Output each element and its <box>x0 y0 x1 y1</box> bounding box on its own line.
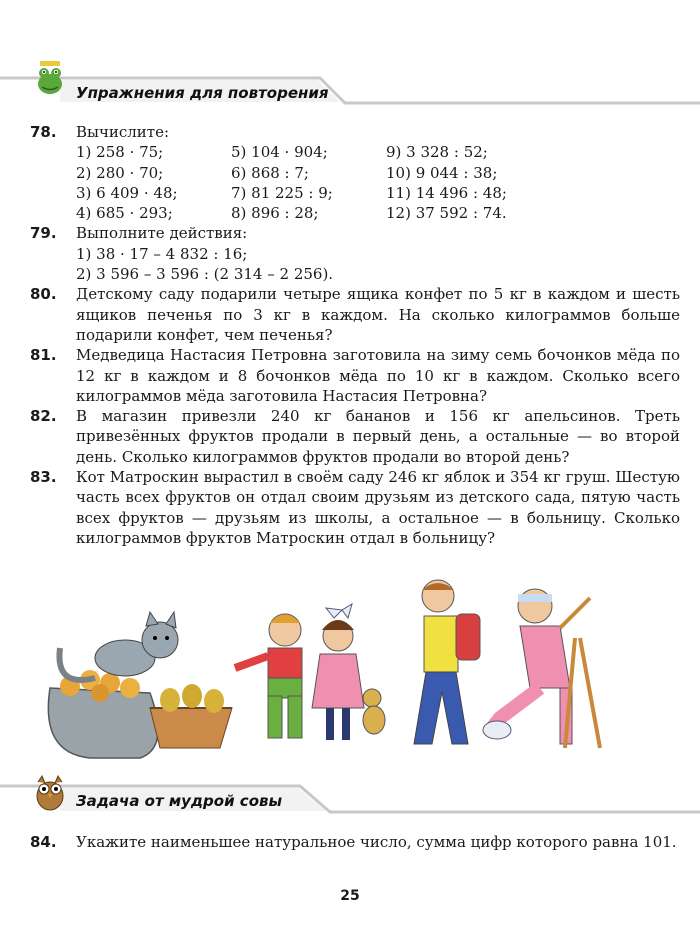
exercise-80 <box>30 284 680 345</box>
exercise-text: В магазин привезли 240 кг бананов и 156 кг апельсинов. Треть привезённых фруктов продали в первый день, а остальные — во второй день. Сколько килограммов фруктов продали во второй день? <box>76 407 680 466</box>
illustration <box>0 568 700 768</box>
exercise-84 <box>30 832 680 852</box>
exercise-81 <box>30 345 680 406</box>
owl-section-header <box>0 776 700 816</box>
calc-item: 1) 38 · 17 – 4 832 : 16; <box>76 244 248 263</box>
calc-item: 2) 280 · 70; <box>76 163 164 182</box>
exercise-number: 84. <box>30 833 57 851</box>
calc-item: 2) 3 596 – 3 596 : (2 314 – 2 256). <box>76 265 334 284</box>
exercise-82 <box>30 406 680 467</box>
calc-item: 8) 896 : 28; <box>231 204 319 223</box>
exercise-number: 80. <box>30 285 57 304</box>
exercise-number: 81. <box>30 346 57 365</box>
calc-item: 7) 81 225 : 9; <box>231 183 333 202</box>
pear-basket <box>150 684 232 748</box>
calc-item: 12) 37 592 : 74. <box>386 204 507 223</box>
girl-pink-dress <box>312 604 364 740</box>
teddy-bear <box>363 689 385 734</box>
exercise-83 <box>30 467 680 548</box>
apple-sack <box>48 670 158 758</box>
boy-green-overalls <box>235 614 302 738</box>
exercise-text: Кот Матроскин вырастил в своём саду 246 кг яблок и 354 кг груш. Шестую часть всех фруктов он отдал своим друзьям из детского сада, пятую часть всех фруктов — друзьям из школы, а остальное — в больницу. Сколько килограммов фруктов Матроскин отдал в больницу? <box>76 468 680 547</box>
owl-section-title: Задача от мудрой совы <box>76 792 283 810</box>
cat <box>59 612 178 680</box>
exercise-text: Укажите наименьшее натуральное число, сумма цифр которого равна 101. <box>76 833 677 851</box>
exercise-79 <box>30 223 680 284</box>
exercise-title: Выполните действия: <box>76 224 248 243</box>
schoolboy-backpack <box>414 580 480 744</box>
owl-icon <box>32 772 68 812</box>
review-section-title: Упражнения для повторения <box>76 84 329 102</box>
exercise-78 <box>30 122 680 223</box>
exercise-number: 78. <box>30 123 57 141</box>
review-section-header <box>0 66 700 106</box>
calc-item: 3) 6 409 · 48; <box>76 183 178 202</box>
exercises <box>30 122 680 548</box>
exercise-number: 79. <box>30 224 57 243</box>
calc-item: 5) 104 · 904; <box>231 143 328 162</box>
exercise-text: Медведица Настасия Петровна заготовила на зиму семь бочонков мёда по 12 кг в каждом и 8 бочонков мёда по 10 кг в каждом. Сколько всего килограммов мёда заготовила Настасия Петровна? <box>76 346 680 405</box>
calc-item: 9) 3 328 : 52; <box>386 143 488 162</box>
exercise-number: 82. <box>30 407 57 426</box>
calc-grid <box>76 142 680 223</box>
calc-item: 11) 14 496 : 48; <box>386 183 507 202</box>
exercise-number: 83. <box>30 468 57 487</box>
calc-item: 6) 868 : 7; <box>231 163 309 182</box>
calc-item: 1) 258 · 75; <box>76 143 164 162</box>
calc-item: 4) 685 · 293; <box>76 204 173 223</box>
injured-boy-crutches <box>483 589 600 748</box>
page-number: 25 <box>340 888 360 904</box>
exercise-title: Вычислите: <box>76 123 170 141</box>
calc-item: 10) 9 044 : 38; <box>386 163 498 182</box>
frog-icon <box>30 60 70 100</box>
exercise-text: Детскому саду подарили четыре ящика конфет по 5 кг в каждом и шесть ящиков печенья по 3 кг в каждом. На сколько килограммов больше подарили конфет, чем печенья? <box>76 285 680 344</box>
